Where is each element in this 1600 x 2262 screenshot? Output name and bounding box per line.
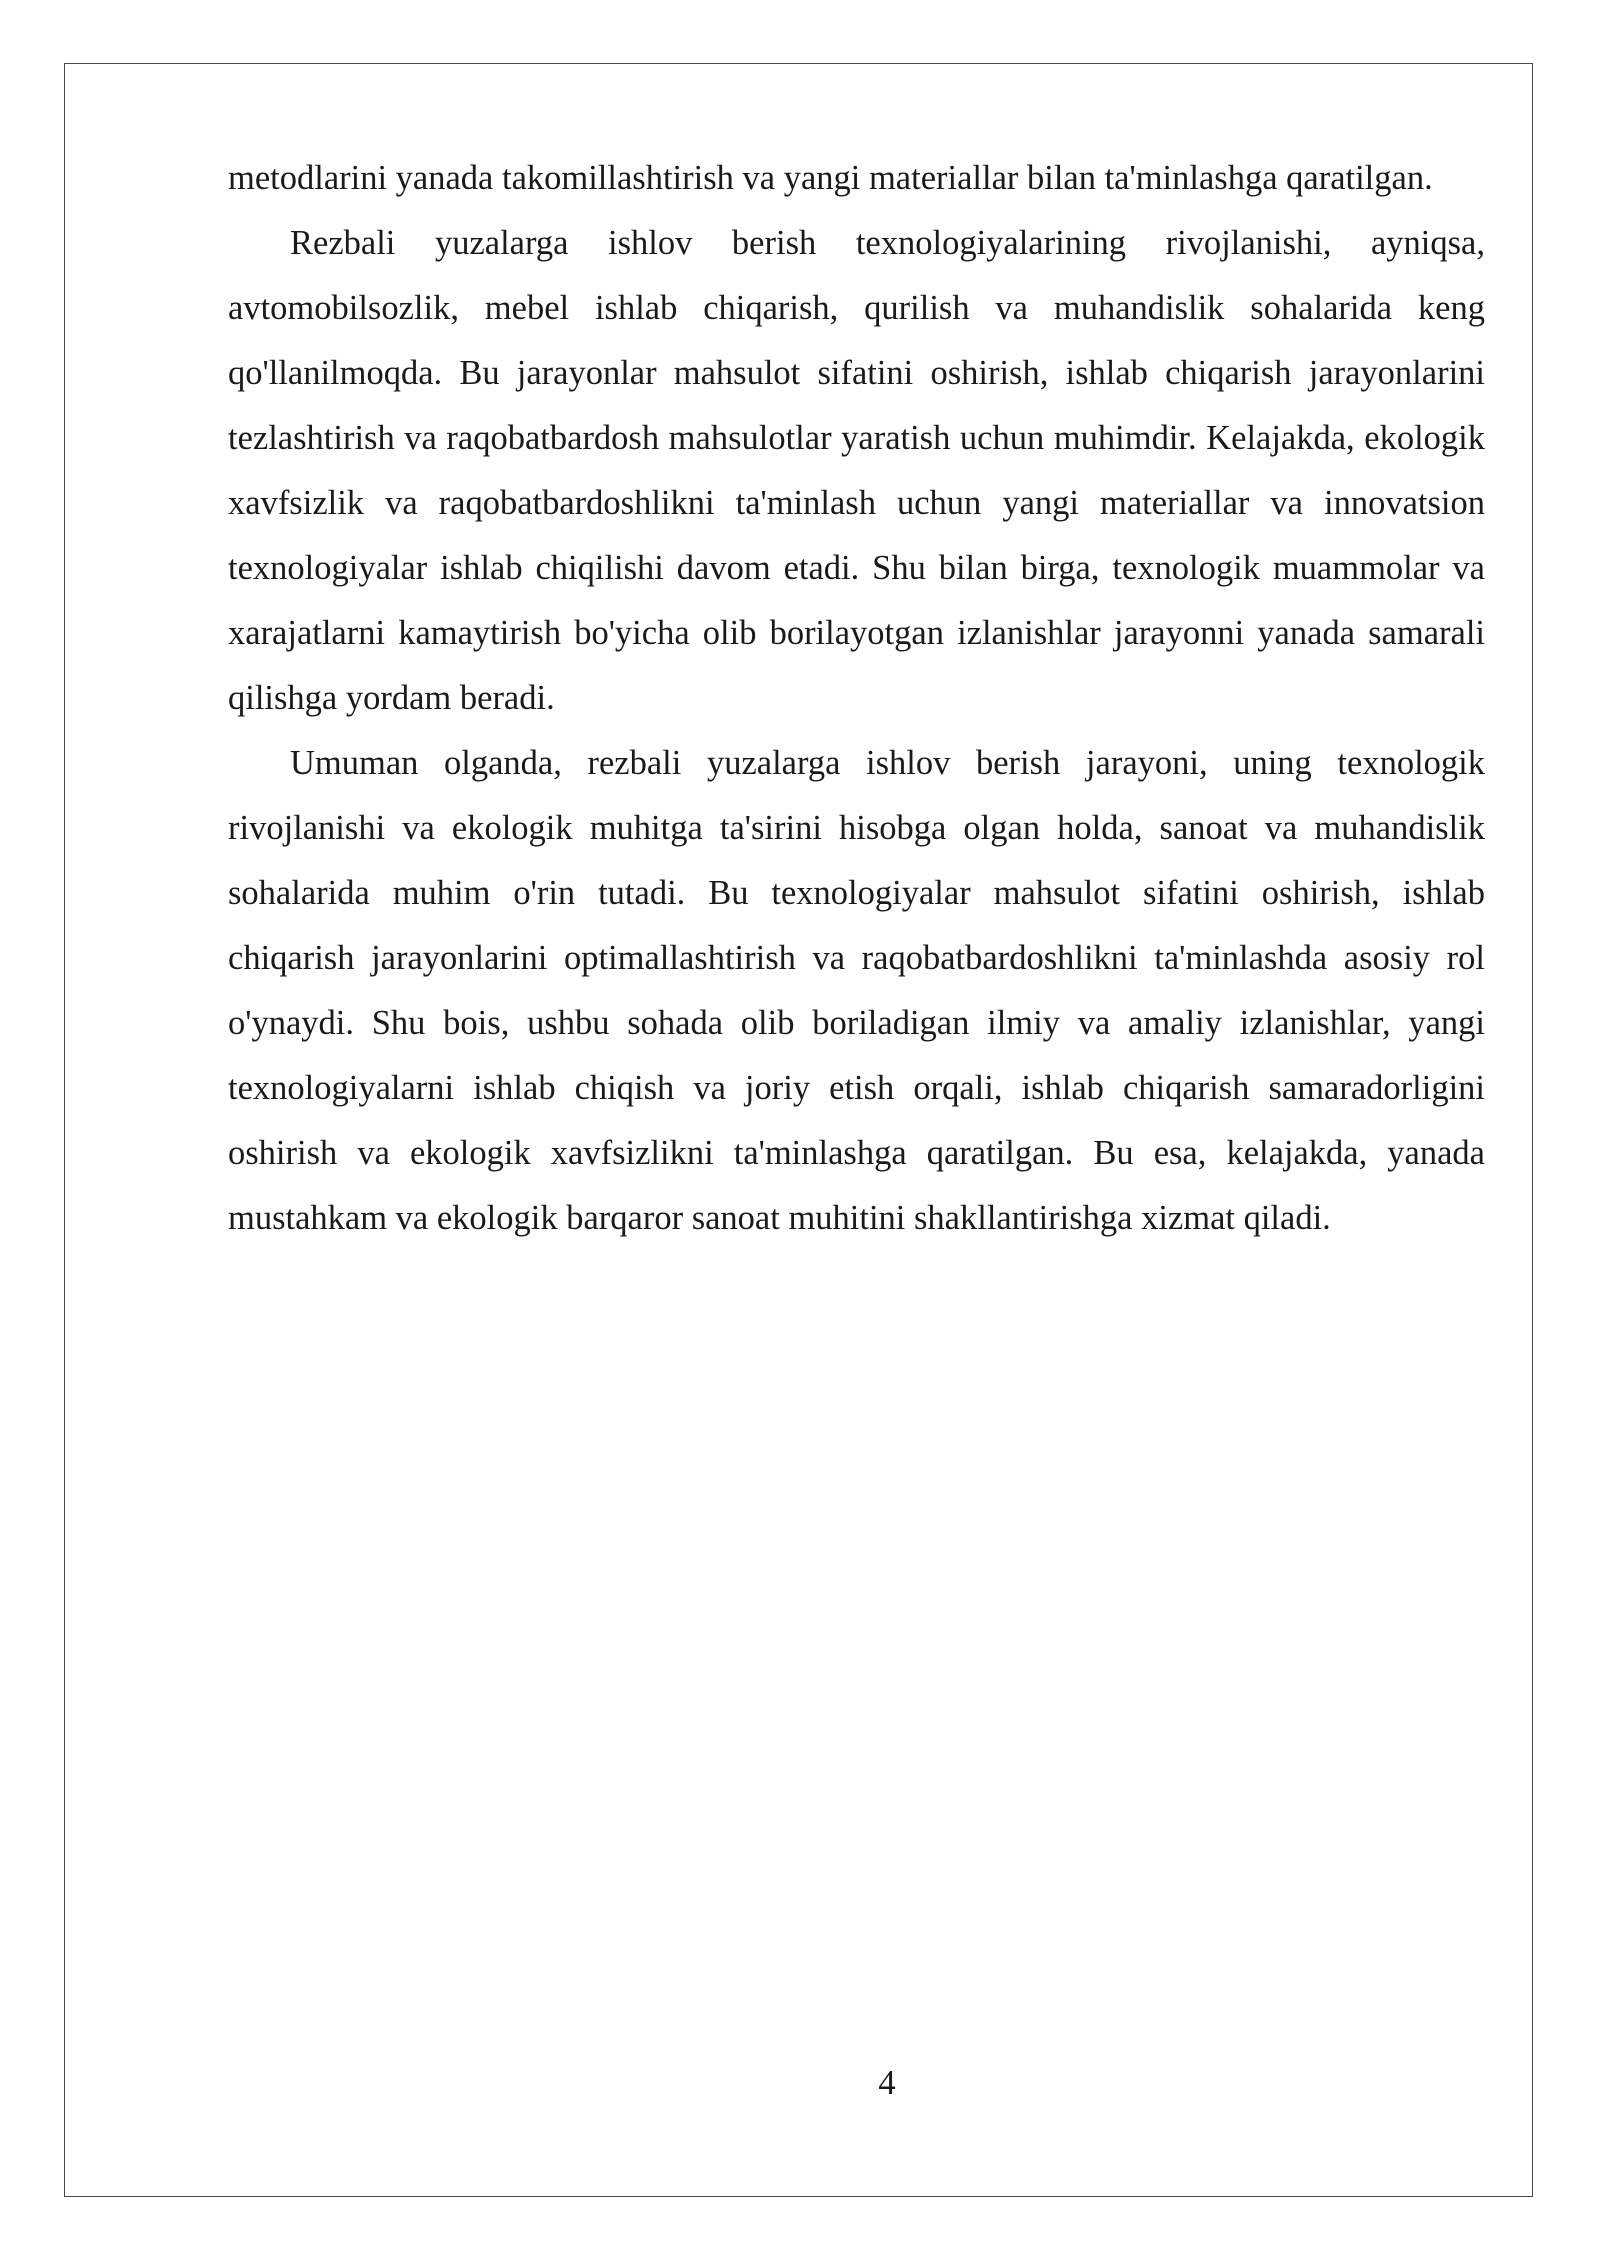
paragraph-continuation: metodlarini yanada takomillashtirish va yangi materiallar bilan ta'minlashga qaratilgan.: [228, 159, 1433, 197]
paragraph-conclusion: Umuman olganda, rezbali yuzalarga ishlov berish jarayoni, uning texnologik rivojlanishi va ekologik muhitga ta'sirini hisobga olgan holda, sanoat va muhandislik sohalarida muhim o'rin tutadi. Bu texnologiyalar mahsulot sifatini oshirish, ishlab chiqarish jarayonlarini optimallashtirish va raqobatbardoshlikni ta'minlashda asosiy rol o'ynaydi. Shu bois, ushbu sohada olib boriladigan ilmiy va amaliy izlanishlar, yangi texnologiyalarni ishlab chiqish va joriy etish orqali, ishlab chiqarish samaradorligini oshirish va ekologik xavfsizlikni ta'minlashga qaratilgan. Bu esa, kelajakda, yanada mustahkam va ekologik barqaror sanoat muhitini shakllantirishga xizmat qiladi.: [228, 744, 1485, 1237]
page-number: 4: [878, 2064, 896, 2102]
document-body: [228, 146, 1485, 1251]
paragraph-technology-development: Rezbali yuzalarga ishlov berish texnologiyalarining rivojlanishi, ayniqsa, avtomobilsozlik, mebel ishlab chiqarish, qurilish va muhandislik sohalarida keng qo'llanilmoqda. Bu jarayonlar mahsulot sifatini oshirish, ishlab chiqarish jarayonlarini tezlashtirish va raqobatbardosh mahsulotlar yaratish uchun muhimdir. Kelajakda, ekologik xavfsizlik va raqobatbardoshlikni ta'minlash uchun yangi materiallar va innovatsion texnologiyalar ishlab chiqilishi davom etadi. Shu bilan birga, texnologik muammolar va xarajatlarni kamaytirish bo'yicha olib borilayotgan izlanishlar jarayonni yanada samarali qilishga yordam beradi.: [228, 224, 1485, 717]
